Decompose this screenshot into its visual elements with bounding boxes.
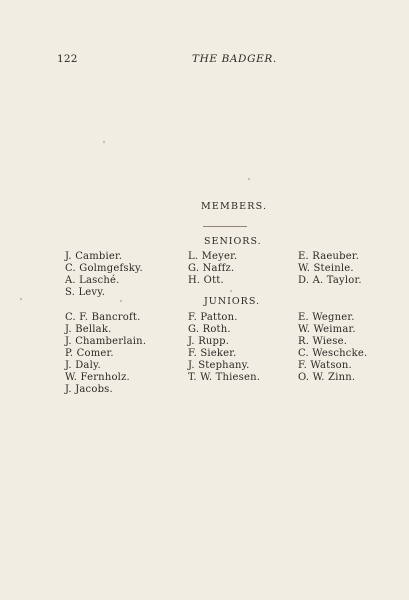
paper-speck bbox=[248, 178, 250, 180]
member-name: C. Weschcke. bbox=[298, 348, 368, 359]
paper-speck bbox=[103, 141, 105, 143]
member-name: J. Bellak. bbox=[65, 324, 112, 335]
member-name: C. Golmgefsky. bbox=[65, 263, 143, 274]
member-name: W. Steinle. bbox=[298, 263, 354, 274]
paper-speck bbox=[120, 300, 122, 302]
member-name: G. Naffz. bbox=[188, 263, 235, 274]
member-name: L. Meyer. bbox=[188, 251, 238, 262]
member-name: F. Watson. bbox=[298, 360, 352, 371]
juniors-heading: JUNIORS. bbox=[204, 296, 261, 307]
member-name: J. Jacobs. bbox=[65, 384, 113, 395]
section-title: MEMBERS. bbox=[201, 201, 268, 212]
member-name: O. W. Zinn. bbox=[298, 372, 356, 383]
member-name: E. Raeuber. bbox=[298, 251, 360, 262]
seniors-heading: SENIORS. bbox=[204, 236, 262, 247]
member-name: G. Roth. bbox=[188, 324, 231, 335]
member-name: F. Sieker. bbox=[188, 348, 237, 359]
paper-speck bbox=[230, 290, 232, 292]
member-name: J. Cambier. bbox=[65, 251, 123, 262]
member-name: W. Weimar. bbox=[298, 324, 356, 335]
member-name: S. Levy. bbox=[65, 287, 106, 298]
member-name: F. Patton. bbox=[188, 312, 238, 323]
member-name: W. Fernholz. bbox=[65, 372, 130, 383]
title-rule bbox=[203, 226, 247, 227]
member-name: J. Chamberlain. bbox=[65, 336, 147, 347]
member-name: T. W. Thiesen. bbox=[188, 372, 261, 383]
running-title: THE BADGER. bbox=[192, 53, 277, 65]
member-name: C. F. Bancroft. bbox=[65, 312, 141, 323]
member-name: R. Wiese. bbox=[298, 336, 348, 347]
member-name: J. Stephany. bbox=[188, 360, 250, 371]
member-name: J. Daly. bbox=[65, 360, 101, 371]
member-name: P. Comer. bbox=[65, 348, 114, 359]
member-name: H. Ott. bbox=[188, 275, 224, 286]
member-name: E. Wegner. bbox=[298, 312, 355, 323]
page-number: 122 bbox=[57, 53, 78, 65]
member-name: A. Lasché. bbox=[65, 275, 120, 286]
paper-speck bbox=[20, 298, 22, 300]
member-name: J. Rupp. bbox=[188, 336, 230, 347]
member-name: D. A. Taylor. bbox=[298, 275, 362, 286]
